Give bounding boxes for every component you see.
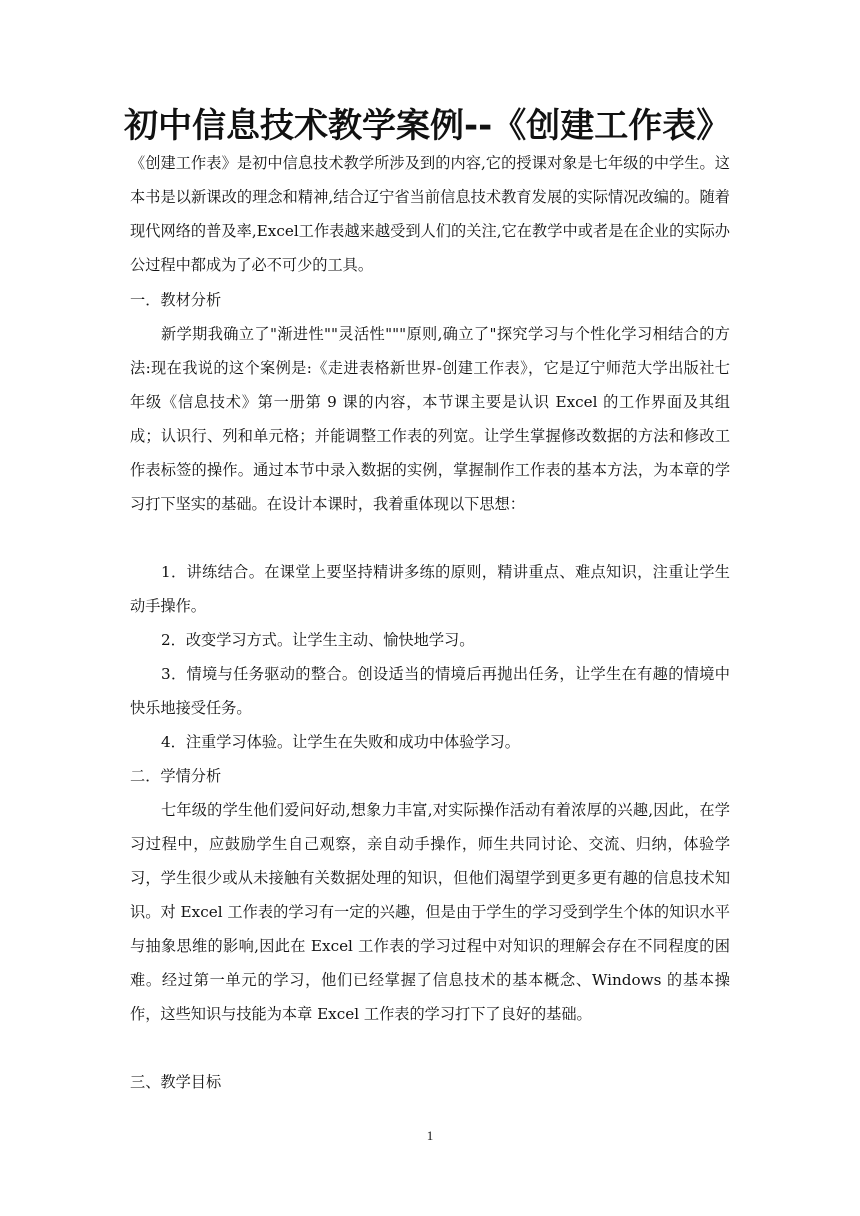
intro-paragraph: 《创建工作表》是初中信息技术教学所涉及到的内容,它的授课对象是七年级的中学生。这本书是以新课改的理念和精神,结合辽宁省当前信息技术教育发展的实际情况改编的。随着现代网络的普及率,Excel工作表越来越受到人们的关注,它在教学中或者是在企业的实际办公过程中都成为了必不可少的工具。 xyxy=(130,154,730,274)
textbook-analysis-paragraph: 新学期我确立了"渐进性""灵活性"""原则,确立了"探究学习与个性化学习相结合的方法:现在我说的这个案例是:《走进表格新世界-创建工作表》，它是辽宁师范大学出版社七年级《信息技术》第一册第 9 课的内容，本节课主要是认识 Excel 的工作界面及其组成；认识行、列和单元格；并能调整工作表的列宽。让学生掌握修改数据的方法和修改工作表标签的操作。通过本节中录入数据的实例，掌握制作工作表的基本方法，为本章的学习打下坚实的基础。在设计本课时，我着重体现以下思想： xyxy=(130,325,730,513)
principle-item-1: 1．讲练结合。在课堂上要坚持精讲多练的原则，精讲重点、难点知识，注重让学生动手操作。 xyxy=(130,563,730,615)
section-heading-textbook-analysis: 一．教材分析 xyxy=(130,291,222,309)
page-number: 1 xyxy=(426,1128,434,1143)
principle-item-4: 4．注重学习体验。让学生在失败和成功中体验学习。 xyxy=(161,733,520,751)
section-heading-teaching-goals: 三、教学目标 xyxy=(130,1073,222,1091)
principle-item-2: 2．改变学习方式。让学生主动、愉快地学习。 xyxy=(161,631,475,649)
section-heading-student-analysis: 二．学情分析 xyxy=(130,767,222,785)
student-analysis-paragraph: 七年级的学生他们爱问好动,想象力丰富,对实际操作活动有着浓厚的兴趣,因此，在学习过程中，应鼓励学生自己观察，亲自动手操作，师生共同讨论、交流、归纳，体验学习，学生很少或从未接触有关数据处理的知识，但他们渴望学到更多更有趣的信息技术知识。对 Excel 工作表的学习有一定的兴趣，但是由于学生的学习受到学生个体的知识水平与抽象思维的影响,因此在 Excel 工作表的学习过程中对知识的理解会存在不同程度的困难。经过第一单元的学习，他们已经掌握了信息技术的基本概念、Windows 的基本操作，这些知识与技能为本章 Excel 工作表的学习打下了良好的基础。 xyxy=(130,801,730,1023)
principle-item-3: 3．情境与任务驱动的整合。创设适当的情境后再抛出任务，让学生在有趣的情境中快乐地接受任务。 xyxy=(130,665,730,717)
document-title: 初中信息技术教学案例--《创建工作表》 xyxy=(124,106,731,146)
